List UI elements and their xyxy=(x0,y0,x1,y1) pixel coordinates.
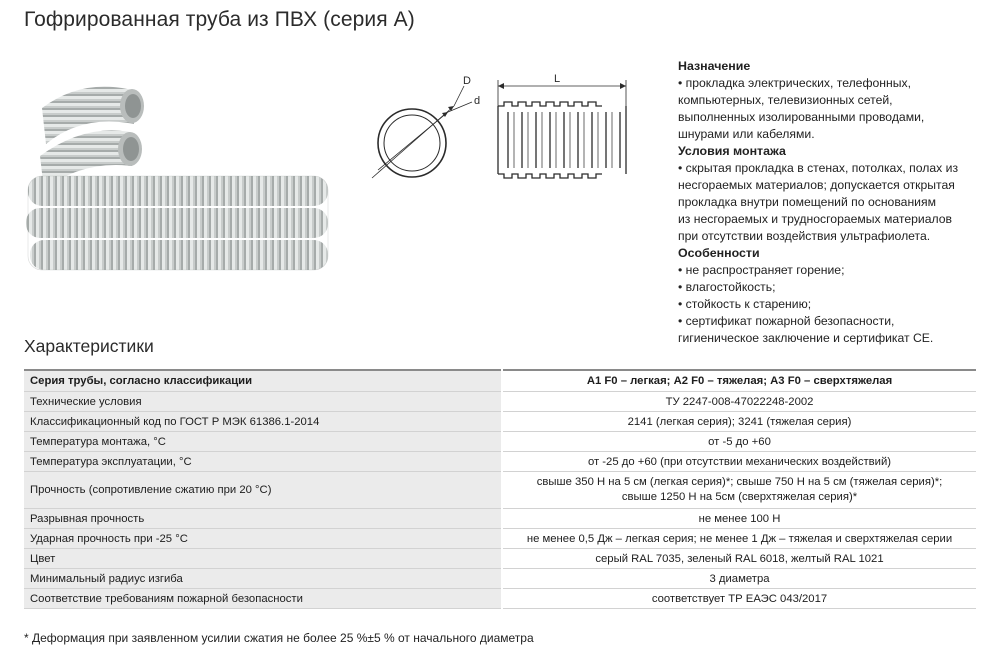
spec-name-cell: Прочность (сопротивление сжатию при 20 °C) xyxy=(24,472,502,509)
spec-name-cell: Технические условия xyxy=(24,392,502,412)
spec-name-cell: Минимальный радиус изгиба xyxy=(24,569,502,589)
purpose-line: компьютерных, телевизионных сетей, xyxy=(678,93,893,107)
spec-name-cell: Ударная прочность при -25 °C xyxy=(24,529,502,549)
features-line: гигиеническое заключение и сертификат СЕ. xyxy=(678,331,934,345)
inner-diameter-label: d xyxy=(474,95,481,107)
table-row xyxy=(24,392,976,412)
purpose-heading: Назначение xyxy=(678,59,751,73)
table-row xyxy=(24,569,976,589)
spec-value-cell: 3 диаметра xyxy=(502,569,976,589)
features-line: • влагостойкость; xyxy=(678,280,776,294)
table-row xyxy=(24,589,976,609)
installation-heading: Условия монтажа xyxy=(678,144,786,158)
header-value-cell: А1 F0 – легкая; А2 F0 – тяжелая; А3 F0 – сверхтяжелая xyxy=(502,370,976,392)
footnote: * Деформация при заявленном усилии сжатия не более 25 %±5 % от начального диаметра xyxy=(24,631,534,645)
purpose-line: шнурами или кабелями. xyxy=(678,127,815,141)
spec-value-cell: не менее 0,5 Дж – легкая серия; не менее 1 Дж – тяжелая и сверхтяжелая серии xyxy=(502,529,976,549)
product-photo xyxy=(22,68,332,283)
installation-line: • скрытая прокладка в стенах, потолках, полах из xyxy=(678,161,959,175)
spec-value-line: свыше 350 Н на 5 см (легкая серия)*; свыше 750 Н на 5 см (тяжелая серия)*; xyxy=(536,476,943,488)
spec-value-cell: ТУ 2247-008-47022248-2002 xyxy=(502,392,976,412)
table-row xyxy=(24,509,976,529)
spec-value-cell xyxy=(502,472,976,509)
page-title: Гофрированная труба из ПВХ (серия А) xyxy=(24,8,415,31)
spec-name-cell: Классификационный код по ГОСТ Р МЭК 61386.1-2014 xyxy=(24,412,502,432)
spec-name-cell: Цвет xyxy=(24,549,502,569)
spec-name-cell: Соответствие требованиям пожарной безопасности xyxy=(24,589,502,609)
table-row xyxy=(24,412,976,432)
specs-title: Характеристики xyxy=(24,336,154,356)
spec-value-cell: от -25 до +60 (при отсутствии механических воздействий) xyxy=(502,452,976,472)
installation-line: несгораемых материалов; допускается открытая xyxy=(678,178,955,192)
features-line: • не распространяет горение; xyxy=(678,263,845,277)
specs-table xyxy=(24,369,976,609)
spec-value-cell: не менее 100 Н xyxy=(502,509,976,529)
table-row xyxy=(24,529,976,549)
outer-diameter-label: D xyxy=(463,75,471,87)
table-row xyxy=(24,432,976,452)
installation-line: при отсутствии воздействия ультрафиолета. xyxy=(678,229,931,243)
cross-section-drawing xyxy=(362,68,492,193)
features-line: • сертификат пожарной безопасности, xyxy=(678,314,895,328)
features-line: • стойкость к старению; xyxy=(678,297,812,311)
spec-value-cell: серый RAL 7035, зеленый RAL 6018, желтый RAL 1021 xyxy=(502,549,976,569)
table-row xyxy=(24,549,976,569)
installation-line: прокладка внутри помещений по основаниям xyxy=(678,195,936,209)
header-name-cell: Серия трубы, согласно классификации xyxy=(24,370,502,392)
side-view-drawing xyxy=(488,70,638,190)
table-header-row xyxy=(24,370,976,392)
table-row xyxy=(24,452,976,472)
table-row xyxy=(24,472,976,509)
installation-line: из несгораемых и трудносгораемых материалов xyxy=(678,212,952,226)
pipe-coil xyxy=(26,87,328,270)
length-label: L xyxy=(554,73,561,85)
spec-value-line: свыше 1250 Н на 5см (сверхтяжелая серия)* xyxy=(621,491,858,503)
features-heading: Особенности xyxy=(678,246,760,260)
product-description xyxy=(678,58,988,347)
spec-value-cell: соответствует ТР ЕАЭС 043/2017 xyxy=(502,589,976,609)
purpose-line: выполненных изолированными проводами, xyxy=(678,110,925,124)
spec-name-cell: Разрывная прочность xyxy=(24,509,502,529)
spec-name-cell: Температура монтажа, °C xyxy=(24,432,502,452)
spec-value-cell: 2141 (легкая серия); 3241 (тяжелая серия) xyxy=(502,412,976,432)
spec-name-cell: Температура эксплуатации, °C xyxy=(24,452,502,472)
spec-value-cell: от -5 до +60 xyxy=(502,432,976,452)
purpose-line: • прокладка электрических, телефонных, xyxy=(678,76,911,90)
